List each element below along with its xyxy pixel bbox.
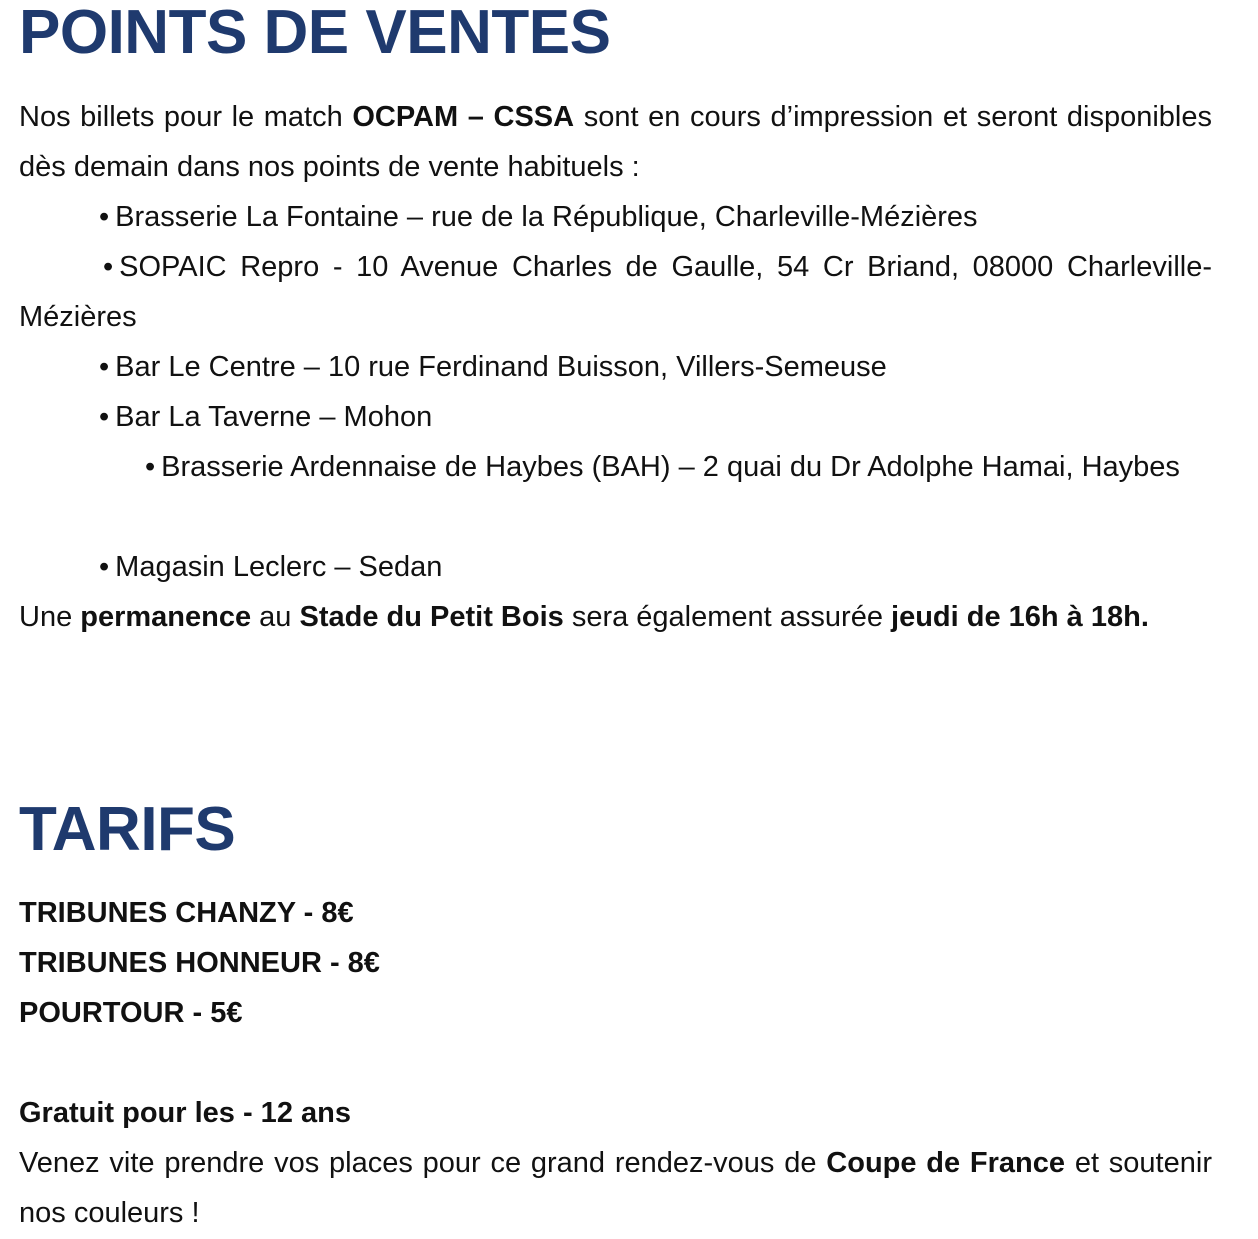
closing-text: Venez vite prendre vos places pour ce grand rendez-vous de (19, 1147, 827, 1179)
intro-text-end: sont en cours d’impression et seront disponibles dès demain dans nos points de vente habituels : (19, 101, 1212, 183)
price-item: TRIBUNES CHANZY - 8€ (19, 897, 354, 929)
permanence-bold: permanence (80, 601, 252, 633)
price-item: TRIBUNES HONNEUR - 8€ (19, 947, 380, 979)
location-text: Bar La Taverne – Mohon (115, 401, 433, 433)
location-text: Magasin Leclerc – Sedan (115, 551, 443, 583)
location-item (19, 542, 1212, 592)
bullet-icon: • (103, 251, 114, 283)
bullet-icon: • (145, 451, 156, 483)
permanence-paragraph (19, 592, 1212, 642)
free-entry-text: Gratuit pour les - 12 ans (19, 1097, 351, 1129)
location-item (19, 342, 1212, 392)
intro-paragraph (19, 92, 1212, 192)
stadium-name: Stade du Petit Bois (299, 601, 564, 633)
location-text: Bar Le Centre – 10 rue Ferdinand Buisson, Villers-Semeuse (115, 351, 887, 383)
section-title-tarifs: TARIFS (19, 795, 236, 864)
closing-text: et soutenir nos couleurs ! (19, 1147, 1212, 1229)
location-item (19, 442, 1212, 492)
permanence-text: Une (19, 601, 81, 633)
location-text: SOPAIC Repro - 10 Avenue Charles de Gaulle, 54 Cr Briand, 08000 Charleville-Mézières (19, 251, 1212, 333)
match-name: OCPAM – CSSA (352, 101, 575, 133)
intro-text-start: Nos billets pour le match (19, 101, 353, 133)
bullet-icon: • (99, 201, 110, 233)
location-text: Brasserie La Fontaine – rue de la République, Charleville-Mézières (115, 201, 978, 233)
location-item (19, 192, 1212, 242)
location-text: Brasserie Ardennaise de Haybes (BAH) – 2 quai du Dr Adolphe Hamai, Haybes (161, 451, 1180, 483)
bullet-icon: • (99, 401, 110, 433)
competition-name: Coupe de France (826, 1147, 1066, 1179)
permanence-text: sera également assurée (563, 601, 892, 633)
price-item: POURTOUR - 5€ (19, 997, 243, 1029)
section-title-points-de-ventes: POINTS DE VENTES (19, 0, 611, 67)
location-item (19, 392, 1212, 442)
location-item (19, 242, 1212, 342)
bullet-icon: • (99, 351, 110, 383)
closing-paragraph (19, 1138, 1212, 1238)
bullet-icon: • (99, 551, 110, 583)
price-list (19, 888, 1212, 1038)
permanence-text: au (251, 601, 300, 633)
free-entry-note (19, 1088, 1212, 1138)
permanence-schedule: jeudi de 16h à 18h. (891, 601, 1149, 633)
